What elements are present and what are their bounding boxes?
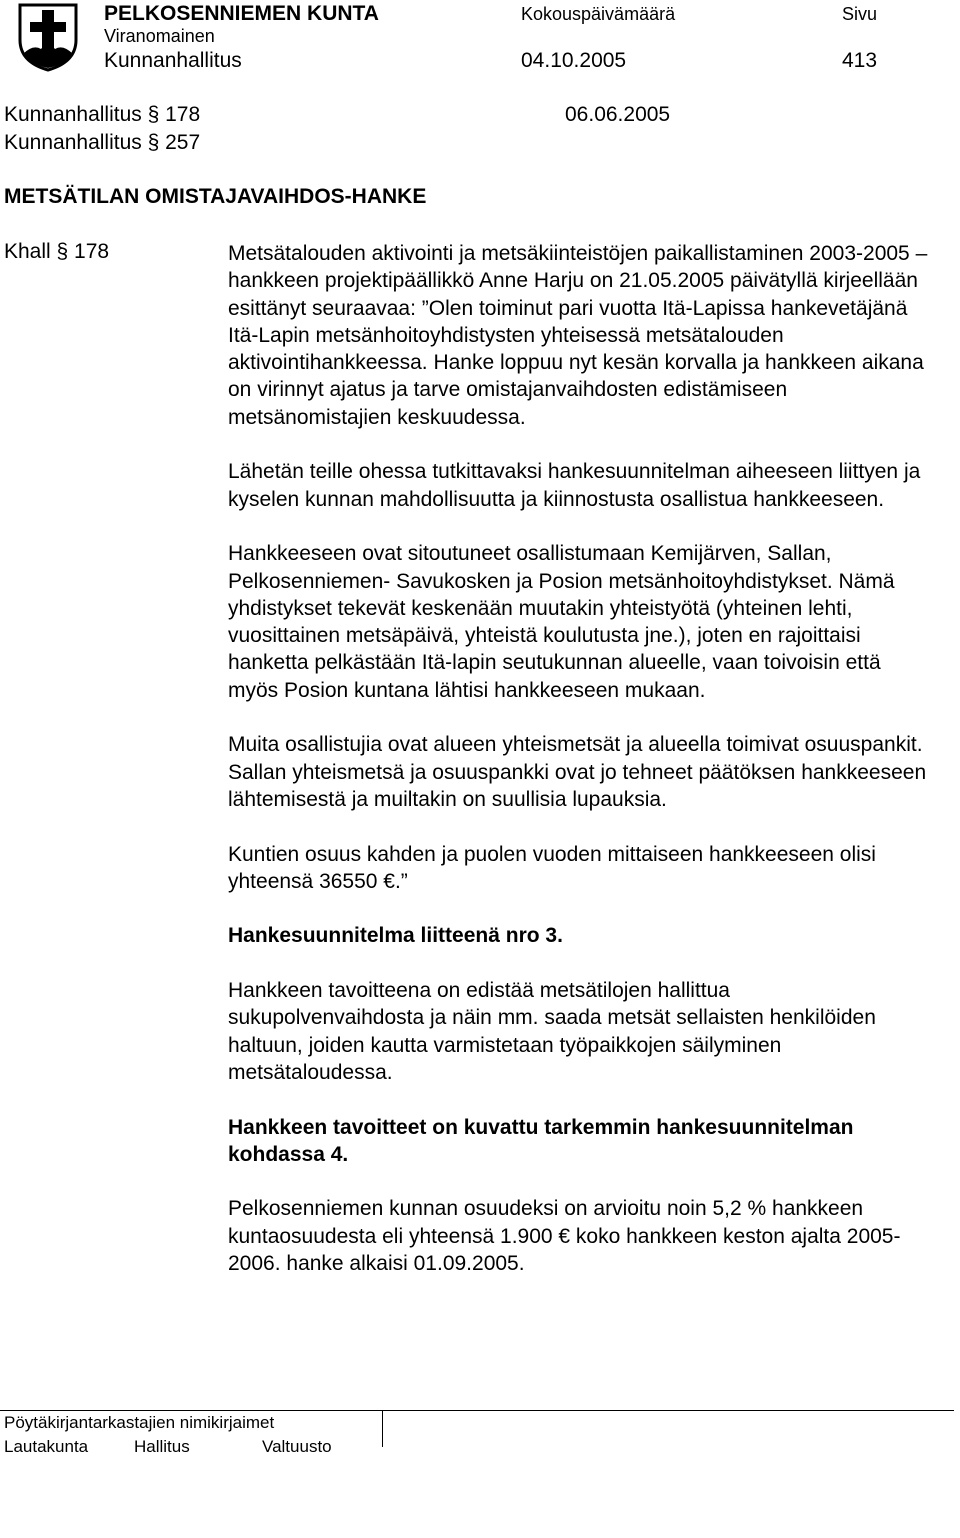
reference-line: Kunnanhallitus § 257	[4, 131, 201, 154]
paragraph: Hankkeeseen ovat sitoutuneet osallistumaan Kemijärven, Sallan, Pelkosenniemen- Savukosken ja Posion metsänhoitoyhdistykset. Nämä yhdistykset tekevät keskenään muutakin yhteistyötä (yhteinen lehti, vuosittainen metsäpäivä, yhteistä koulutusta jne.), joten en rajoittaisi hanketta pelkästään Itä-lapin seutukunnan alueelle, vaan toivoisin että myös Posion kuntana lähtisi hankkeeseen mukaan.	[228, 542, 895, 702]
page-number: 413	[842, 49, 878, 72]
paragraph: Lähetän teille ohessa tutkittavaksi hankesuunnitelman aiheeseen liittyen ja kyselen kunnan mahdollisuutta ja kiinnostusta osallistua hankkeeseen.	[228, 460, 921, 511]
paragraph: Pelkosenniemen kunnan osuudeksi on arvioitu noin 5,2 % hankkeen kuntaosuudesta eli yhteensä 1.900 € koko hankkeen keston ajalta 2005-2006. hanke alkaisi 01.09.2005.	[228, 1197, 901, 1275]
municipal-crest-icon	[17, 2, 79, 72]
paragraph-bold: Hankkeen tavoitteet on kuvattu tarkemmin hankesuunnitelman kohdassa 4.	[228, 1115, 854, 1166]
paragraph-bold: Hankesuunnitelma liitteenä nro 3.	[228, 924, 563, 948]
reference-line: Kunnanhallitus § 178	[4, 103, 201, 126]
authority-label: Viranomainen	[104, 26, 215, 46]
footer-label-hallitus: Hallitus	[134, 1437, 190, 1456]
document-title: METSÄTILAN OMISTAJAVAIHDOS-HANKE	[4, 185, 427, 208]
meeting-date: 04.10.2005	[521, 49, 627, 72]
page-label: Sivu	[842, 4, 878, 24]
footer-title: Pöytäkirjantarkastajien nimikirjaimet	[4, 1413, 275, 1432]
footer-label-valtuusto: Valtuusto	[262, 1437, 332, 1456]
paragraph: Kuntien osuus kahden ja puolen vuoden mittaiseen hankkeeseen olisi yhteensä 36550 €.”	[228, 842, 876, 893]
document-body	[228, 240, 928, 1305]
section-reference: Khall § 178	[4, 240, 110, 263]
footer-divider	[382, 1411, 383, 1447]
paragraph: Hankkeen tavoitteena on edistää metsätilojen hallittua sukupolvenvaihdosta ja näin mm. saada metsät sellaisten henkilöiden haltuun, joiden kautta varmistetaan työpaikkojen säilyminen metsätaloudessa.	[228, 979, 876, 1084]
footer	[0, 1410, 954, 1538]
paragraph: Metsätalouden aktivointi ja metsäkiinteistöjen paikallistaminen 2003-2005 –hankkeen projektipäällikkö Anne Harju on 21.05.2005 päivätyllä kirjeellään esittänyt seuraavaa: ”Olen toiminut pari vuotta Itä-Lapissa hankevetäjänä Itä-Lapin metsänhoitoyhdistysten yhteisessä metsätalouden aktivointihankkeessa. Hanke loppuu nyt kesän korvalla ja hankkeen aikana on virinnyt ajatus ja tarve omistajanvaihdosten edistämiseen metsänomistajien keskuudessa.	[228, 242, 928, 429]
body-name: Kunnanhallitus	[104, 49, 242, 72]
paragraph: Muita osallistujia ovat alueen yhteismetsät ja alueella toimivat osuuspankit. Sallan yhteismetsä ja osuuspankki ovat jo tehneet päätöksen hankkeeseen lähtemisestä ja muiltakin on suullisia lupauksia.	[228, 733, 927, 811]
footer-label-lautakunta: Lautakunta	[4, 1437, 89, 1456]
org-name: PELKOSENNIEMEN KUNTA	[104, 2, 379, 25]
date-label: Kokouspäivämäärä	[521, 4, 676, 24]
reference-date: 06.06.2005	[565, 103, 671, 126]
